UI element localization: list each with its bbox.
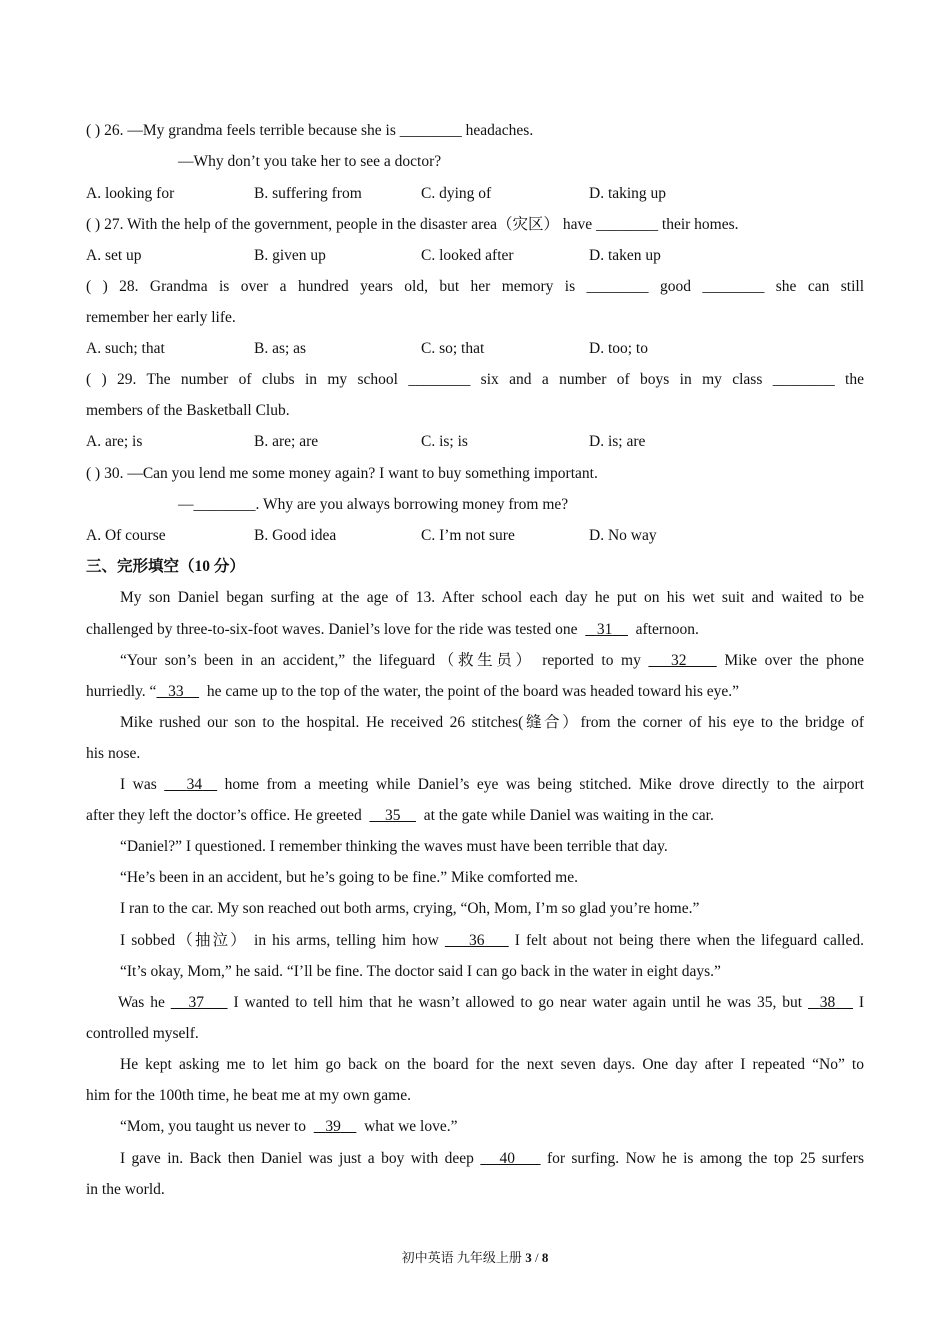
blank-32 (648, 652, 716, 669)
section-3-heading: 三、完形填空（10 分） (86, 558, 245, 575)
page-total: 8 (541, 1250, 549, 1265)
text: home from a meeting while Daniel’s eye was being stitched. Mike drove directly to the airport (224, 776, 865, 793)
q26-option-a: A. looking for (86, 185, 175, 202)
blank-number: 35 (384, 807, 401, 824)
q30-option-a: A. Of course (86, 527, 166, 544)
q27-option-b: B. given up (254, 247, 326, 264)
q29-option-c: C. is; is (421, 433, 468, 450)
passage-p8 (120, 931, 864, 951)
q27-option-d: D. taken up (589, 247, 661, 264)
q30-option-d: D. No way (589, 527, 657, 544)
text: hurriedly. “ (86, 683, 157, 700)
passage-p4-line2 (86, 806, 864, 826)
blank-39 (314, 1118, 357, 1135)
question-29-stem-cont: members of the Basketball Club. (86, 402, 290, 419)
question-28-stem: ( ) 28. Grandma is over a hundred years old, but her memory is ________ good ________ she can still (86, 278, 864, 295)
blank-number: 31 (596, 621, 613, 638)
text: I (858, 994, 865, 1011)
passage-p11-line1: He kept asking me to let him go back on the board for the next seven days. One day after I repeated “No” to (120, 1056, 864, 1073)
blank-number: 38 (819, 994, 836, 1011)
q26-option-d: D. taking up (589, 185, 667, 202)
passage-p11-line2: him for the 100th time, he beat me at my own game. (86, 1087, 411, 1104)
q27-option-a: A. set up (86, 247, 142, 264)
text: I gave in. Back then Daniel was just a boy with deep (120, 1150, 474, 1167)
passage-p5: “Daniel?” I questioned. I remember thinking the waves must have been terrible that day. (120, 838, 668, 855)
question-26-reply: —Why don’t you take her to see a doctor? (178, 153, 442, 170)
text: after they left the doctor’s office. He greeted (86, 807, 362, 824)
passage-p2-line1 (120, 651, 864, 671)
q27-option-c: C. looked after (421, 247, 514, 264)
footer-label: 初中英语 九年级上册 (401, 1250, 522, 1265)
page-number: 3 (525, 1250, 532, 1265)
question-30-stem: ( ) 30. —Can you lend me some money again? I want to buy something important. (86, 465, 598, 482)
text: Was he (118, 994, 165, 1011)
question-27-stem: ( ) 27. With the help of the government, people in the disaster area（灾区） have ________ their homes. (86, 216, 739, 233)
blank-40 (480, 1150, 540, 1167)
passage-p9: “It’s okay, Mom,” he said. “I’ll be fine. The doctor said I can go back in the water in eight days.” (120, 963, 721, 980)
blank-number: 40 (499, 1150, 515, 1167)
blank-number: 36 (469, 932, 485, 949)
question-26-stem: ( ) 26. —My grandma feels terrible because she is ________ headaches. (86, 122, 534, 139)
q28-option-d: D. too; to (589, 340, 648, 357)
text: I felt about not being there when the lifeguard called. (514, 932, 864, 949)
text: Mike over the phone (724, 652, 865, 669)
passage-p2-line2 (86, 682, 864, 702)
blank-number: 32 (671, 652, 687, 669)
q30-option-b: B. Good idea (254, 527, 337, 544)
text: I was (120, 776, 157, 793)
passage-p7: I ran to the car. My son reached out both arms, crying, “Oh, Mom, I’m so glad you’re home.” (120, 900, 700, 917)
q26-option-b: B. suffering from (254, 185, 362, 202)
passage-p13-line1 (120, 1149, 864, 1169)
q26-option-c: C. dying of (421, 185, 492, 202)
text: he came up to the top of the water, the point of the board was headed toward his eye.” (206, 683, 740, 700)
text: I sobbed（抽泣） in his arms, telling him how (120, 932, 439, 949)
blank-number: 33 (168, 683, 184, 700)
blank-number: 37 (188, 994, 204, 1011)
blank-34 (164, 776, 217, 793)
passage-p1-line1: My son Daniel began surfing at the age of 13. After school each day he put on his wet suit and waited to be (120, 589, 864, 606)
blank-33 (156, 683, 199, 700)
blank-38 (808, 994, 853, 1011)
text: at the gate while Daniel was waiting in the car. (423, 807, 714, 824)
blank-36 (445, 932, 509, 949)
question-28-stem-cont: remember her early life. (86, 309, 236, 326)
passage-p1-line2 (86, 620, 864, 640)
text: for surfing. Now he is among the top 25 surfers (546, 1150, 865, 1167)
text: what we love.” (364, 1118, 458, 1135)
blank-37 (171, 994, 228, 1011)
q29-option-d: D. is; are (589, 433, 646, 450)
passage-p13-line2: in the world. (86, 1181, 165, 1198)
text: I wanted to tell him that he wasn’t allowed to go near water again until he was 35, but (233, 994, 803, 1011)
passage-p6: “He’s been in an accident, but he’s going to be fine.” Mike comforted me. (120, 869, 578, 886)
q28-option-b: B. as; as (254, 340, 307, 357)
passage-p3-line2: his nose. (86, 745, 141, 762)
text: “Your son’s been in an accident,” the lifeguard（救生员） reported to my (120, 652, 641, 669)
passage-p10-line2: controlled myself. (86, 1025, 199, 1042)
page-separator: / (534, 1250, 539, 1265)
passage-p3-line1: Mike rushed our son to the hospital. He received 26 stitches(缝合）from the corner of his eye to the bridge of (120, 714, 864, 731)
passage-p12 (120, 1117, 864, 1137)
blank-31 (585, 621, 628, 638)
text: “Mom, you taught us never to (120, 1118, 306, 1135)
q28-option-a: A. such; that (86, 340, 165, 357)
text: challenged by three-to-six-foot waves. Daniel’s love for the ride was tested one (86, 621, 578, 638)
q29-option-a: A. are; is (86, 433, 143, 450)
text: afternoon. (635, 621, 699, 638)
passage-p10-line1 (118, 993, 864, 1013)
question-30-reply: —________. Why are you always borrowing money from me? (178, 496, 569, 513)
question-29-stem: ( ) 29. The number of clubs in my school ________ six and a number of boys in my class ________ the (86, 371, 864, 388)
blank-35 (369, 807, 416, 824)
passage-p4-line1 (120, 775, 864, 795)
blank-number: 39 (325, 1118, 341, 1135)
page-footer (0, 1247, 950, 1266)
q28-option-c: C. so; that (421, 340, 485, 357)
q29-option-b: B. are; are (254, 433, 319, 450)
q30-option-c: C. I’m not sure (421, 527, 515, 544)
blank-number: 34 (186, 776, 203, 793)
